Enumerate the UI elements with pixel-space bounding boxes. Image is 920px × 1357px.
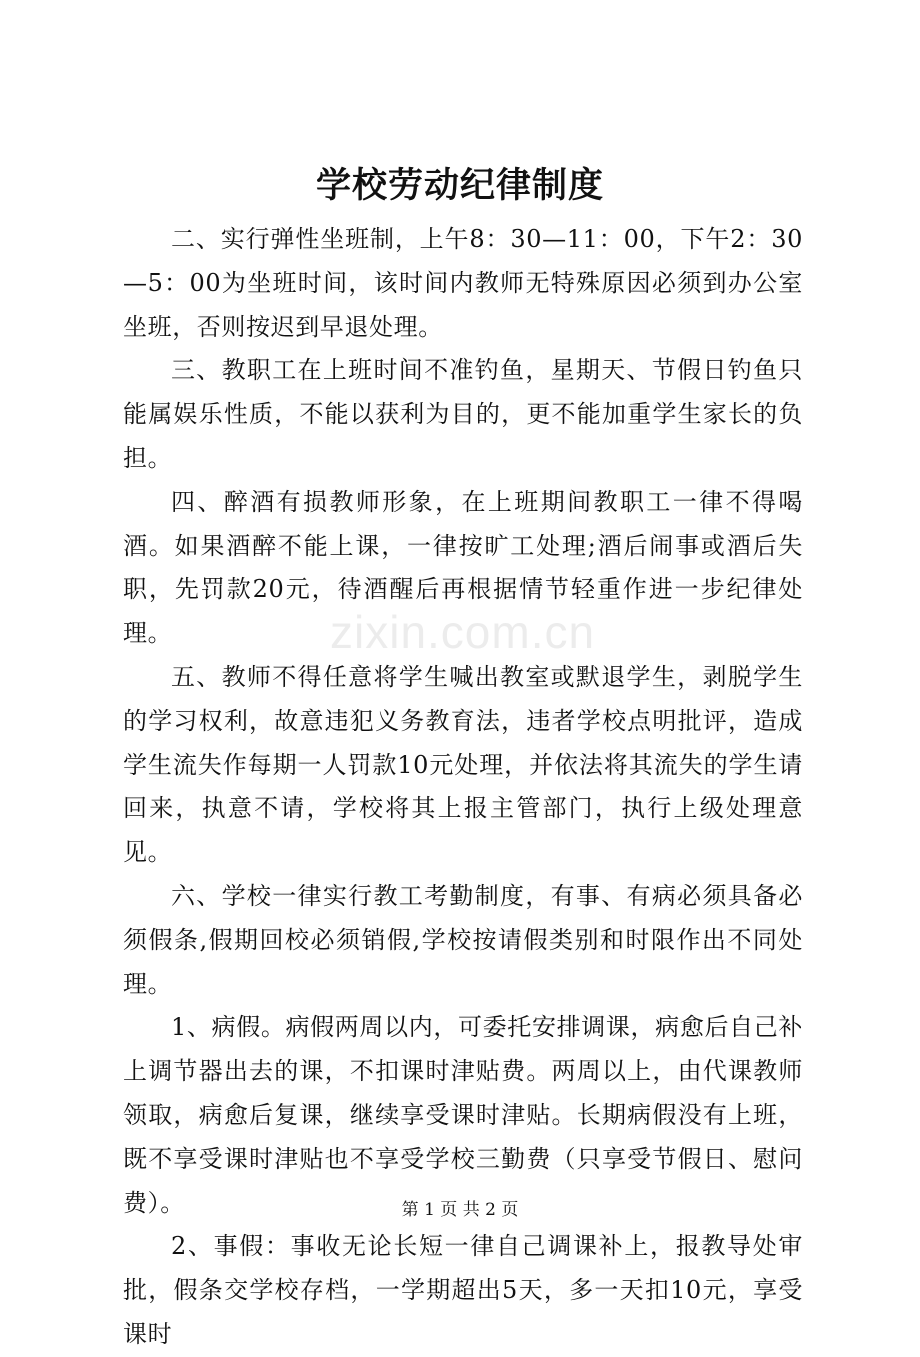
document-body (123, 218, 803, 1357)
paragraph-5: 五、教师不得任意将学生喊出教室或默退学生，剥脱学生的学习权利，故意违犯义务教育法，违者学校点明批评，造成学生流失作每期一人罚款10元处理，并依法将其流失的学生请回来，执意不请，学校将其上报主管部门，执行上级处理意见。 (123, 662, 803, 867)
document-title: 学校劳动纪律制度 (315, 165, 604, 206)
paragraph-sick-leave: 1、病假。病假两周以内，可委托安排调课，病愈后自己补上调节器出去的课，不扣课时津贴费。两周以上，由代课教师领取，病愈后复课，继续享受课时津贴。长期病假没有上班，既不享受课时津贴也不享受学校三勤费（只享受节假日、慰问费）。 (123, 1013, 803, 1217)
paragraph-2: 二、实行弹性坐班制，上午8：30—11：00，下午2：30—5：00为坐班时间，该时间内教师无特殊原因必须到办公室坐班，否则按迟到早退处理。 (123, 225, 803, 341)
page-footer: 第 1 页 共 2 页 (401, 1200, 519, 1220)
paragraph-6: 六、学校一律实行教工考勤制度，有事、有病必须具备必须假条,假期回校必须销假,学校按请假类别和时限作出不同处理。 (123, 881, 803, 998)
watermark: zixin.com.cn (330, 606, 596, 658)
paragraph-personal-leave: 2、事假：事收无论长短一律自己调课补上，报教导处审批，假条交学校存档，一学期超出5天，多一天扣10元，享受课时 (123, 1232, 803, 1348)
paragraph-4: 四、醉酒有损教师形象，在上班期间教职工一律不得喝酒。如果酒醉不能上课，一律按旷工处理;酒后闹事或酒后失职，先罚款20元，待酒醒后再根据情节轻重作进一步纪律处理。 (123, 487, 803, 648)
paragraph-3: 三、教职工在上班时间不准钓鱼，星期天、节假日钓鱼只能属娱乐性质，不能以获利为目的，更不能加重学生家长的负担。 (123, 356, 803, 472)
